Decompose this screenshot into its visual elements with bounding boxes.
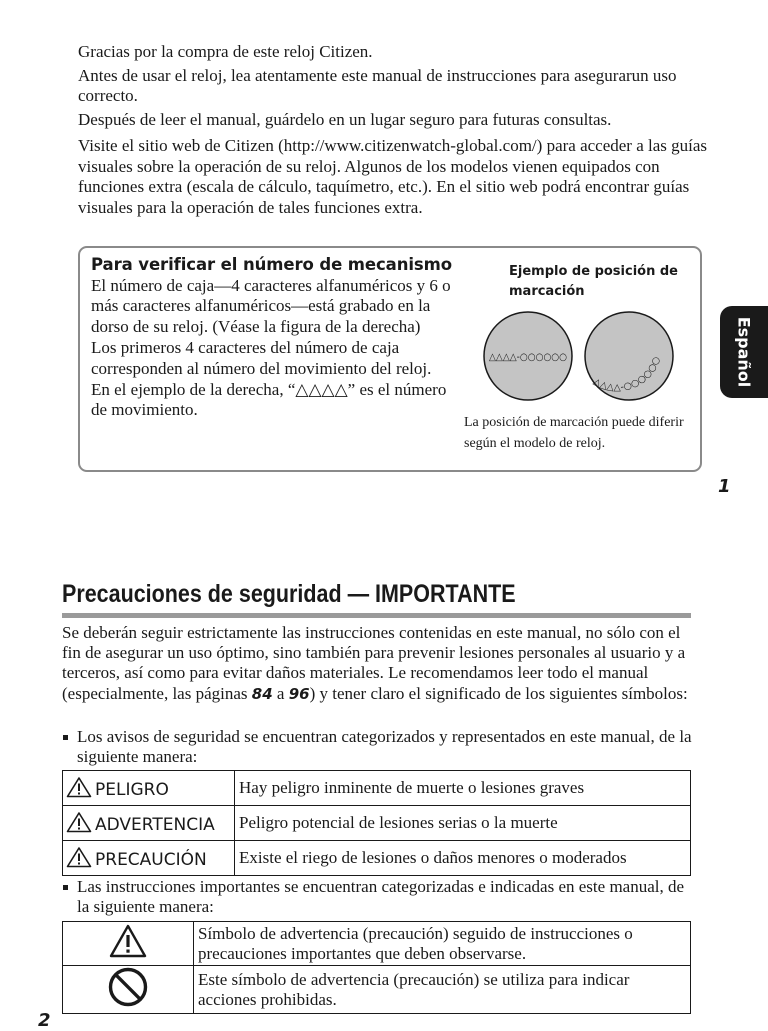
signal-desc-warning: Peligro potencial de lesiones serias o la muerte — [235, 806, 691, 841]
page-number-right: 1 — [718, 476, 731, 497]
symbol-desc-warning: Símbolo de advertencia (precaución) seguido de instrucciones o precauciones importantes que deben observarse. — [194, 922, 691, 966]
symbols-table — [62, 921, 691, 1014]
dial-left-marking: △△△△-○○○○○○ — [489, 352, 567, 363]
signal-label-warning: ADVERTENCIA — [63, 806, 235, 841]
marking-example-title: Ejemplo de posición de marcación — [509, 264, 678, 299]
bullet-important-instructions: Las instrucciones importantes se encuentran categorizadas e indicadas en este manual, de la siguiente manera: — [62, 877, 694, 917]
mechanism-para-first-four: Los primeros 4 caracteres del número de caja corresponden al número del movimiento del reloj. — [91, 338, 432, 378]
signal-words-table — [62, 770, 691, 876]
safety-intro: Se deberán seguir estrictamente las instrucciones contenidas en este manual, no sólo con el fin de asegurar un uso óptimo, sino también para prevenir lesiones personales al usuario y a terceros, así como para evitar daños materiales. Le recomendamos leer todo el manual (especialmente, las páginas 84 a 96) y tener claro el significado de los siguientes símbolos: — [62, 623, 688, 703]
marking-position-note: La posición de marcación puede diferir según el modelo de reloj. — [464, 415, 684, 451]
warning-triangle-icon — [66, 776, 92, 798]
table-row — [63, 771, 691, 806]
caseback-dials-figure — [483, 310, 683, 406]
intro-text — [78, 42, 710, 221]
signal-desc-caution: Existe el riego de lesiones o daños menores o moderados — [235, 841, 691, 876]
language-tab — [720, 306, 768, 398]
symbol-desc-prohibited: Este símbolo de advertencia (precaución) se utiliza para indicar acciones prohibidas. — [194, 966, 691, 1014]
language-tab-label: Español — [734, 316, 754, 388]
warning-triangle-icon — [66, 846, 92, 868]
warning-triangle-icon — [108, 923, 148, 959]
mechanism-title: Para verificar el número de mecanismo — [91, 255, 452, 274]
symbol-cell-prohibited — [63, 966, 194, 1014]
table-row — [63, 922, 691, 966]
mechanism-para-case-number: El número de caja—4 caracteres alfanuméricos y 6 o más caracteres alfanuméricos—está grabado en la dorso de su reloj. (Véase la figura de la derecha) — [91, 276, 451, 336]
intro-website: Visite el sitio web de Citizen (http://www.citizenwatch-global.com/) para acceder a las guías visuales sobre la operación de su reloj. Algunos de los modelos vienen equipados con funciones extra (escala de cálculo, taquímetro, etc.). En el sitio web podrá encontrar guías visuales para la operación de tales funciones extra. — [78, 136, 708, 217]
intro-thanks: Gracias por la compra de este reloj Citizen. — [78, 42, 373, 61]
intro-read-manual: Antes de usar el reloj, lea atentamente este manual de instrucciones para asegurarun uso correcto. — [78, 65, 677, 105]
mechanism-text — [91, 254, 453, 421]
symbol-cell-warning — [63, 922, 194, 966]
signal-desc-danger: Hay peligro inminente de muerte o lesiones graves — [235, 771, 691, 806]
safety-section-title: Precauciones de seguridad — IMPORTANTE — [62, 580, 516, 608]
dial-right-marking: △△△△-○○○○○○ — [591, 355, 663, 394]
table-row — [63, 966, 691, 1014]
table-row — [63, 841, 691, 876]
page-ref-from: 84 — [251, 684, 273, 703]
table-row — [63, 806, 691, 841]
section-divider — [62, 613, 691, 618]
page-number-left: 2 — [38, 1010, 51, 1031]
bullet-safety-notices: Los avisos de seguridad se encuentran categorizados y representados en este manual, de la siguiente manera: — [62, 727, 694, 767]
page-ref-to: 96 — [288, 684, 310, 703]
prohibited-icon — [107, 966, 149, 1008]
warning-triangle-icon — [66, 811, 92, 833]
signal-label-danger: PELIGRO — [63, 771, 235, 806]
signal-label-caution: PRECAUCIÓN — [63, 841, 235, 876]
mechanism-para-example: En el ejemplo de la derecha, “△△△△” es el número de movimiento. — [91, 380, 447, 420]
mechanism-number-box — [78, 246, 702, 472]
intro-keep-manual: Después de leer el manual, guárdelo en un lugar seguro para futuras consultas. — [78, 109, 612, 129]
